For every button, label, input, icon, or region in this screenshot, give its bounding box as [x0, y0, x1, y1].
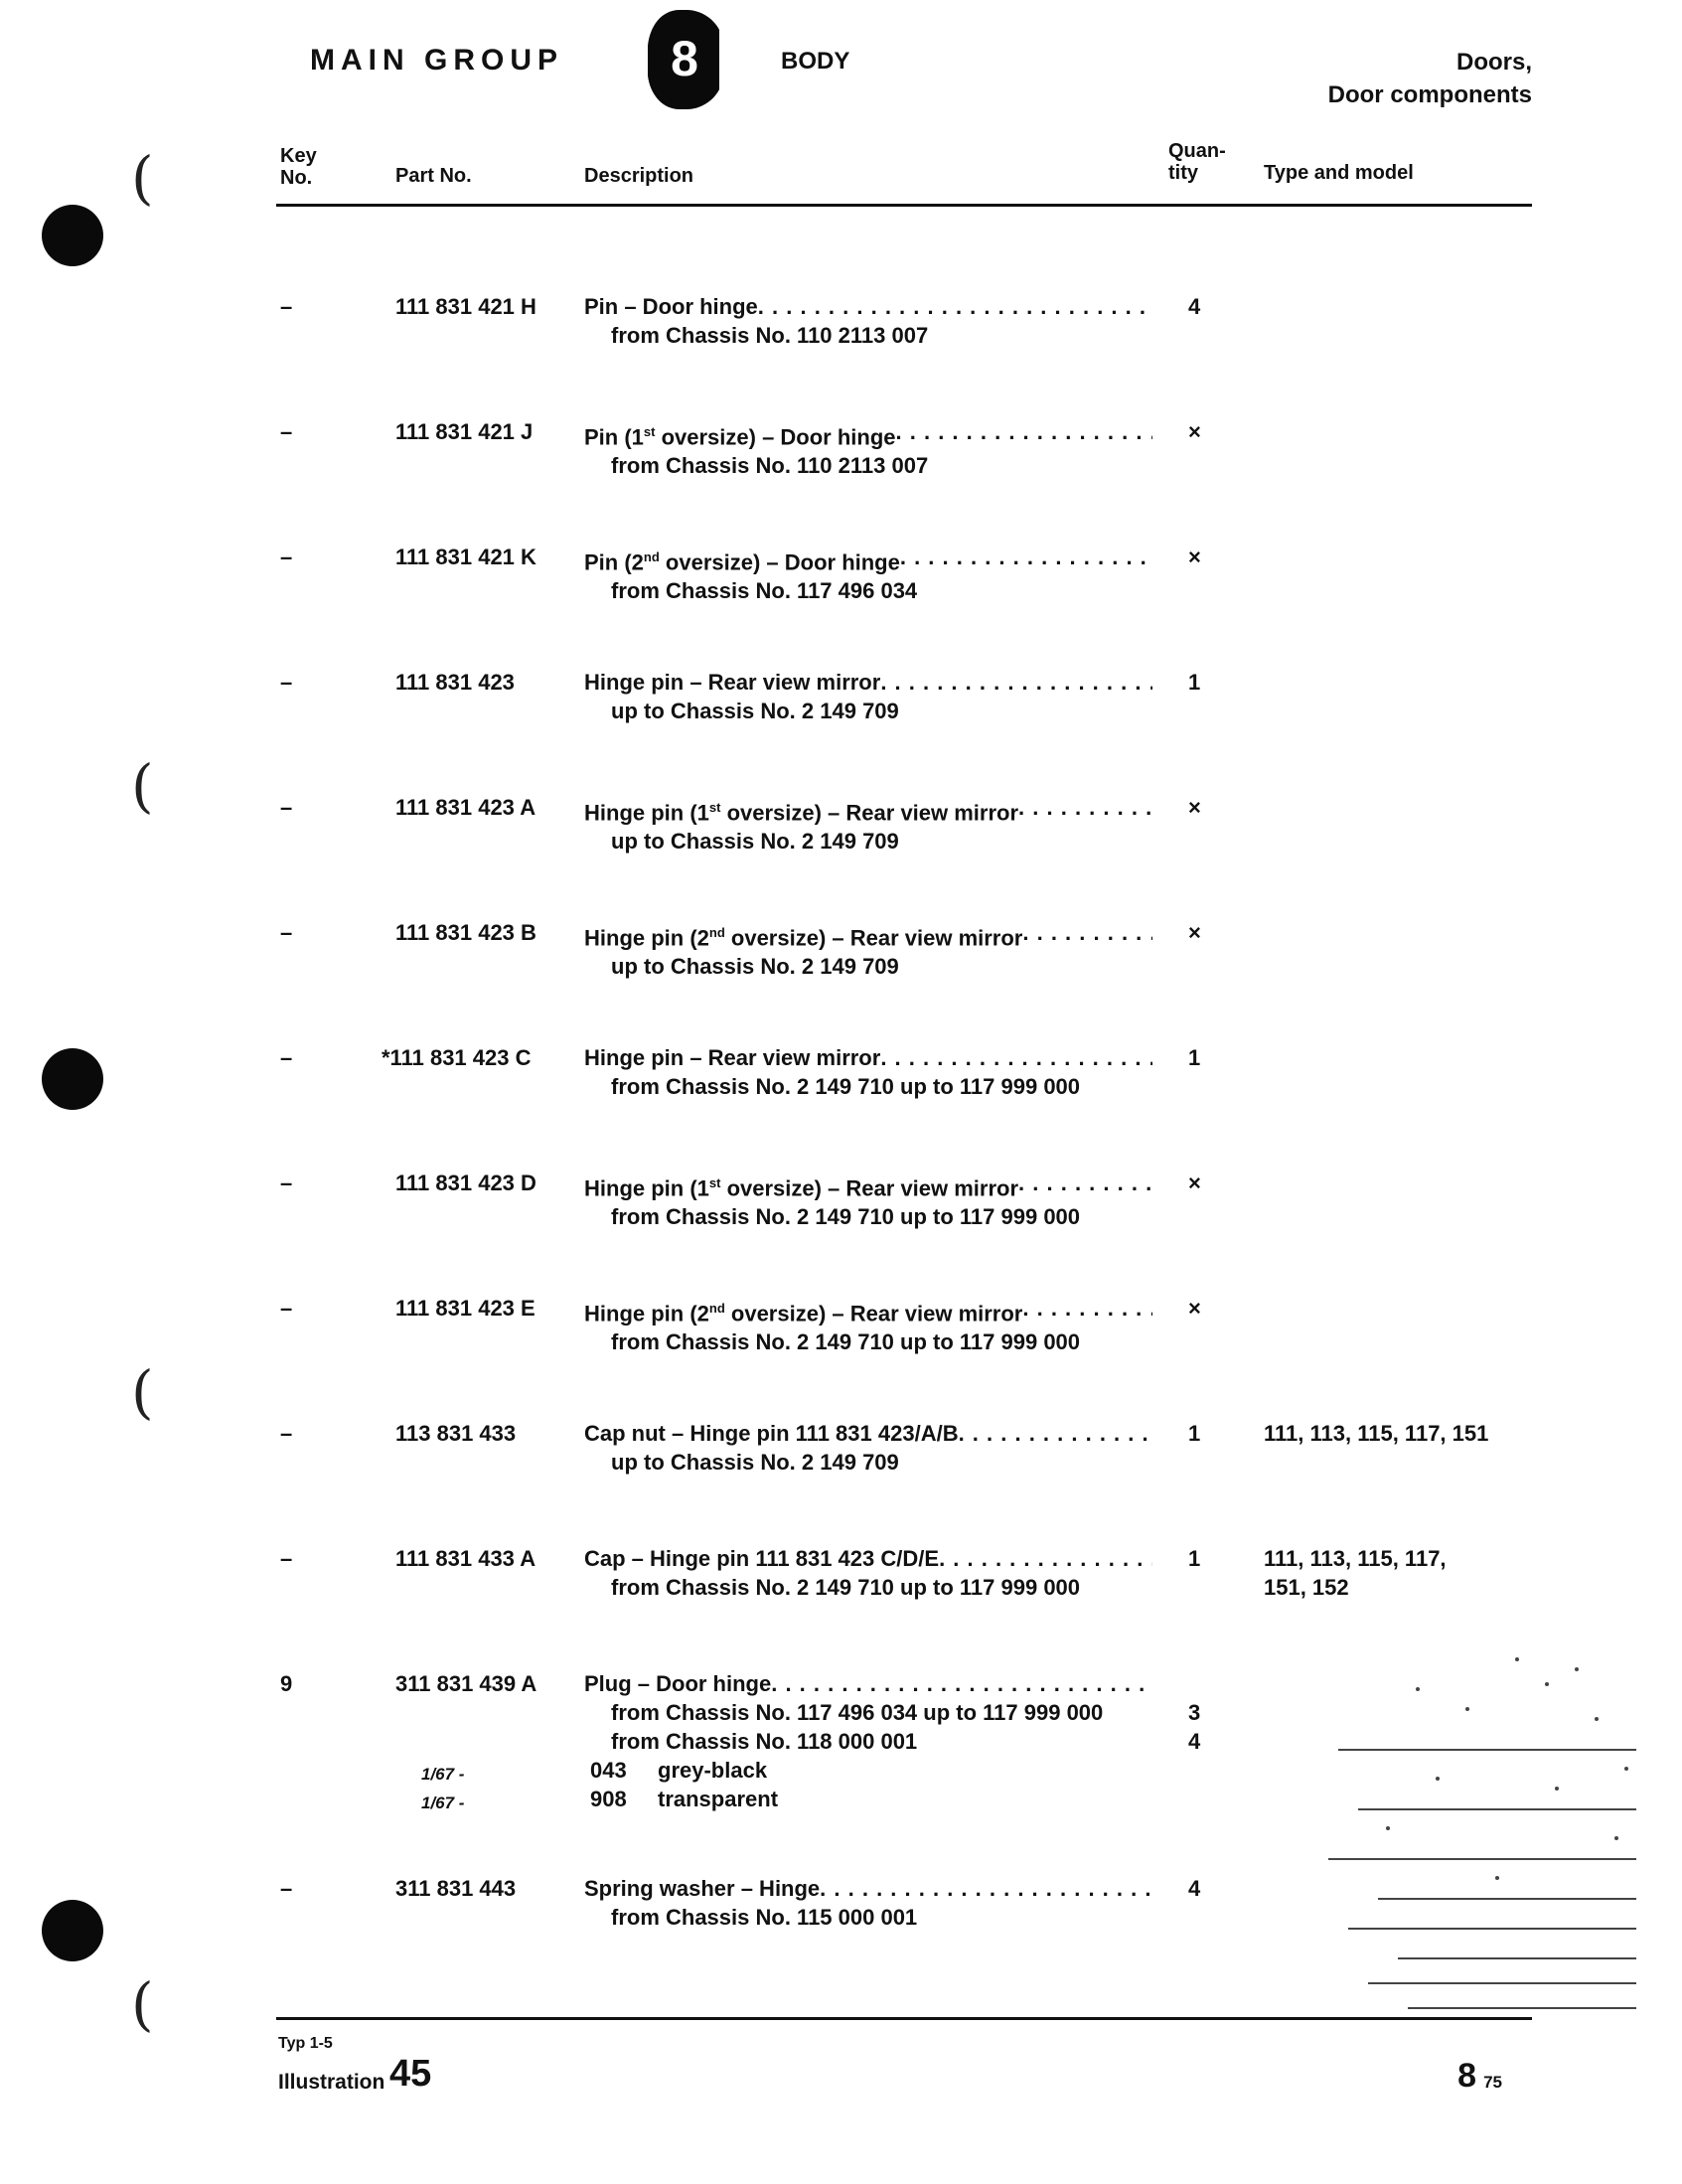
- key-number: –: [280, 1876, 293, 1901]
- quantity: ×: [1188, 545, 1201, 569]
- description: Hinge pin (2nd oversize) – Rear view mirror . . . up to Chassis No. 2 149 709: [584, 918, 1152, 981]
- margin-mark: (: [131, 1358, 154, 1426]
- chassis-range: from Chassis No. 115 000 001: [611, 1905, 918, 1930]
- binder-hole-middle: [42, 1048, 103, 1110]
- part-number: 311 831 443: [395, 1876, 517, 1901]
- main-group-label: MAIN GROUP: [310, 44, 563, 77]
- column-header-description: Description: [584, 165, 694, 187]
- chassis-range: from Chassis No. 2 149 710 up to 117 999 000: [611, 1329, 1081, 1355]
- description: Hinge pin – Rear view mirror . . . up to Chassis No. 2 149 709: [584, 668, 1152, 725]
- chassis-range: up to Chassis No. 2 149 709: [611, 829, 899, 855]
- quantity: 4: [1188, 294, 1201, 319]
- part-number: 311 831 439 A: [395, 1671, 537, 1696]
- quantity: ×: [1188, 920, 1201, 945]
- date-note: 1/67 -: [421, 1794, 465, 1812]
- quantity: ×: [1188, 419, 1201, 444]
- page-number: 8: [1457, 2057, 1476, 2095]
- section-title-line1: Doors,: [1455, 49, 1532, 76]
- chassis-range: from Chassis No. 2 149 710 up to 117 999 000: [611, 1204, 1081, 1230]
- model-type: Typ 1-5: [278, 2035, 333, 2052]
- scan-noise: [1318, 1630, 1646, 2047]
- binder-hole-bottom: [42, 1900, 103, 1961]
- column-header-part: Part No.: [395, 165, 472, 187]
- description: Cap – Hinge pin 111 831 423 C/D/E . . . from Chassis No. 2 149 710 up to 117 999 000: [584, 1544, 1152, 1602]
- description: Cap nut – Hinge pin 111 831 423/A/B . . . up to Chassis No. 2 149 709: [584, 1419, 1152, 1477]
- quantity: 1: [1188, 670, 1201, 695]
- page-year: 75: [1483, 2073, 1502, 2092]
- date-note: 1/67 -: [421, 1765, 465, 1784]
- part-number: 111 831 423 B: [395, 920, 536, 945]
- description: Pin – Door hinge . . . from Chassis No. 110 2113 007: [584, 292, 1152, 350]
- chassis-range: up to Chassis No. 2 149 709: [611, 1450, 899, 1475]
- quantity: 4: [1188, 1876, 1201, 1901]
- chassis-range: from Chassis No. 110 2113 007: [611, 453, 929, 479]
- header-rule: [276, 204, 1532, 207]
- part-number: *111 831 423 C: [382, 1045, 532, 1070]
- description: Hinge pin (1st oversize) – Rear view mirror . . . up to Chassis No. 2 149 709: [584, 793, 1152, 856]
- quantity: 1: [1188, 1421, 1201, 1446]
- footer-rule: [276, 2017, 1532, 2020]
- part-number: 111 831 421 J: [395, 419, 534, 444]
- illustration-number: 45: [389, 2053, 432, 2095]
- part-number: 111 831 433 A: [395, 1546, 536, 1571]
- key-number: –: [280, 1421, 293, 1446]
- group-number-badge: [644, 6, 723, 113]
- part-number: 111 831 423 D: [395, 1170, 536, 1195]
- quantity: ×: [1188, 1296, 1201, 1321]
- quantity: 3 4: [1188, 1700, 1201, 1754]
- quantity: ×: [1188, 1170, 1201, 1195]
- binder-hole-top: [42, 205, 103, 266]
- description: Hinge pin – Rear view mirror . . . from Chassis No. 2 149 710 up to 117 999 000: [584, 1043, 1152, 1101]
- description: Plug – Door hinge . . . from Chassis No. 117 496 034 up to 117 999 000 from Chassis No. 118 000 001: [584, 1669, 1152, 1756]
- quantity: 1: [1188, 1546, 1201, 1571]
- key-number: –: [280, 920, 293, 945]
- column-header-type: Type and model: [1264, 162, 1414, 184]
- key-number: –: [280, 545, 293, 569]
- key-number: –: [280, 1045, 293, 1070]
- description: Spring washer – Hinge . . . from Chassis No. 115 000 001: [584, 1874, 1152, 1932]
- chassis-range: from Chassis No. 110 2113 007: [611, 323, 929, 348]
- key-number: 9: [280, 1671, 293, 1696]
- margin-mark: (: [131, 144, 154, 212]
- chassis-range: from Chassis No. 117 496 034: [611, 578, 918, 604]
- description: Pin (2nd oversize) – Door hinge . . . from Chassis No. 117 496 034: [584, 543, 1152, 605]
- margin-mark: (: [131, 752, 154, 820]
- section-title-line2: Door components: [1327, 81, 1532, 108]
- part-number: 111 831 421 H: [395, 294, 536, 319]
- type-and-model: 111, 113, 115, 117, 151, 152: [1264, 1546, 1447, 1600]
- color-variant: 908 transparent: [590, 1787, 779, 1811]
- chassis-range: from Chassis No. 2 149 710 up to 117 999 000: [611, 1575, 1081, 1600]
- chassis-range: up to Chassis No. 2 149 709: [611, 954, 899, 980]
- part-number: 111 831 423: [395, 670, 515, 695]
- key-number: –: [280, 795, 293, 820]
- description: Hinge pin (1st oversize) – Rear view mirror . . . from Chassis No. 2 149 710 up to 117 999 000: [584, 1169, 1152, 1231]
- chassis-range: up to Chassis No. 2 149 709: [611, 699, 899, 723]
- key-number: –: [280, 1296, 293, 1321]
- description: Hinge pin (2nd oversize) – Rear view mirror . . . from Chassis No. 2 149 710 up to 117 999 000: [584, 1294, 1152, 1356]
- quantity: ×: [1188, 795, 1201, 820]
- margin-mark: (: [131, 1970, 154, 2038]
- part-number: 111 831 421 K: [395, 545, 536, 569]
- key-number: –: [280, 419, 293, 444]
- part-number: 113 831 433: [395, 1421, 517, 1446]
- key-number: –: [280, 670, 293, 695]
- column-header-key: Key No.: [280, 145, 317, 189]
- column-header-quantity: Quan- tity: [1168, 140, 1226, 184]
- quantity: 1: [1188, 1045, 1201, 1070]
- part-number: 111 831 423 E: [395, 1296, 535, 1321]
- section-title: [1328, 46, 1532, 111]
- chassis-range: from Chassis No. 2 149 710 up to 117 999 000: [611, 1074, 1081, 1099]
- key-number: –: [280, 1170, 293, 1195]
- part-number: 111 831 423 A: [395, 795, 536, 820]
- description: Pin (1st oversize) – Door hinge . . . from Chassis No. 110 2113 007: [584, 417, 1152, 480]
- group-name: BODY: [781, 48, 850, 75]
- group-number: 8: [671, 31, 698, 86]
- type-and-model: 111, 113, 115, 117, 151: [1264, 1421, 1489, 1446]
- chassis-range: from Chassis No. 117 496 034 up to 117 999 000: [611, 1700, 1104, 1725]
- illustration-label: Illustration: [278, 2071, 385, 2094]
- key-number: –: [280, 294, 293, 319]
- chassis-range: from Chassis No. 118 000 001: [611, 1729, 918, 1754]
- color-variant: 043 grey-black: [590, 1758, 768, 1783]
- key-number: –: [280, 1546, 293, 1571]
